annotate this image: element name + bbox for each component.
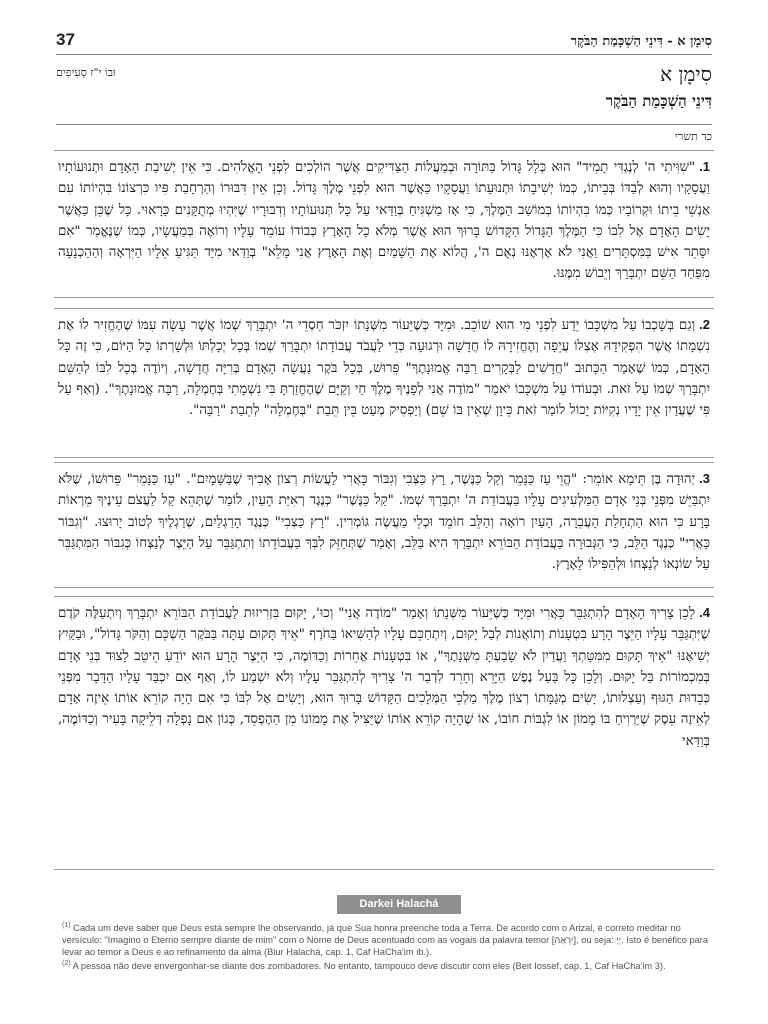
footnote-mark: (2) — [62, 959, 71, 967]
header-divider — [56, 54, 712, 55]
footnote-text: A pessoa não deve envergonhar-se diante dos zombadores. No entanto, tampouco deve discutir com eles (Beit Iossef, cap. 1, Caf HaCha'im 3). — [72, 960, 666, 971]
paragraph-number: 3. — [699, 471, 710, 486]
paragraph-text: וְגַם בְּשָׁכְבוֹ עַל מִשְׁכָּבוֹ יֵדַע לִפְנֵי מִי הוּא שׁוֹכֵב. וּמִיָּד כְּשֶׁיֵּעוֹר מִשְּׁנָתוֹ יִזְכֹּר חַסְדֵי ה' יִתְבָּרַךְ שְׁמוֹ אֲשֶׁר עָשָׂה עִמּוֹ שֶׁהֶחֱזִיר לוֹ אֶת נִשְׁמָתוֹ אֲשֶׁר הִפְקִידָהּ אֶצְלוֹ עֲיֵפָה וְהֶחֱזִירָהּ לוֹ חֲדָשָׁה וּרְגוּעָה כְּדֵי לַעֲבֹד עֲבוֹדָתוֹ יִתְבָּרַךְ שְׁמוֹ בְּכָל יְכָלְתּוֹ וּלְשָׁרְתוֹ כָּל הַיּוֹם, כִּי זֶה כָּל הָאָדָם, כְּמוֹ שֶׁאָמַר הַכָּתוּב "חֲדָשִׁים לַבְּקָרִים רַבָּה אֱמוּנָתֶךָ" פֵּרוּשׁ, בְּכָל בֹּקֶר נַעֲשָׂה הָאָדָם בְּרִיָּה חֲדָשָׁה, וְיוֹדֶה בְּכָל לִבּוֹ לְהַשֵּׁם יִתְבָּרַךְ שְׁמוֹ עַל זֹאת. וּבְעוֹדוֹ עַל מִשְׁכָּבוֹ יֹאמַר "מוֹדֶה אֲנִי לְפָנֶיךָ מֶלֶךְ חַי וְקַיָּם שֶׁהֶחֱזַרְתָּ בִּי נִשְׁמָתִי בְּחֶמְלָה, רַבָּה אֱמוּנָתֶךָ". (וְאַף עַל פִּי שֶׁעֲדַיִן אֵין יָדָיו נְקִיּוֹת יָכוֹל לוֹמַר זֹאת כֵּיוָן שֶׁאֵין בּוֹ שֵׁם) וְיַפְסִיק מְעַט בֵּין תֵּבַת "בְּחֶמְלָה" לְתֵבַת "רַבָּה". — [58, 318, 710, 419]
paragraph-number: 4. — [699, 605, 710, 620]
paragraph-number: 2. — [699, 317, 710, 332]
paragraph-4 — [54, 596, 714, 870]
footnote-1 — [62, 922, 712, 959]
chapter-subject: דִּינֵי הַשְׁכָּמַת הַבֹּקֶר — [605, 92, 712, 110]
chapter-section-count: וּבוֹ י"ז סְעִיפִים — [56, 66, 116, 79]
paragraph-text: לָכֵן צָרִיךְ הָאָדָם לְהִתְגַּבֵּר כָּאֲרִי וּמִיָּד כְּשֶׁיֵּעוֹר מִשְּׁנָתוֹ וְאָמַר "מוֹדֶה אֲנִי" וְכוּ', יָקוּם בִּזְרִיזוּת לַעֲבוֹדַת הַבּוֹרֵא יִתְבָּרַךְ וְיִתְעַלֶּה קֹדֶם שֶׁיִּתְגַּבֵּר עָלָיו הַיֵּצֶר הָרָע בִּטְעָנוֹת וְתוֹאֲנוֹת לְבַל יָקוּם, וְיִתְחַכֵּם עָלָיו לְהַשִּׁיאוֹ בַּחֹרֶף "אֵיךְ תָּקוּם עַתָּה בַּבֹּקֶר הַשְׁכֵּם וְהַקֹּר גָּדוֹל", וּבַקַּיִץ יְשִׁיאֶנּוּ "אֵיךְ תָּקוּם מִמִּטָּתְךָ וַעֲדַיִן לֹא שָׂבַעְתָּ מִשְּׁנָתֶךָ", אוֹ בִּטְעָנוֹת אֲחֵרוֹת וְכַדּוֹמֶה, כִּי הַיֵּצֶר הָרָע הוּא יוֹדֵעַ הֵיטֵב לָצוּד בְּנֵי אָדָם בְּמִכְמוֹרוֹת בַּל יָקוּם. וְלָכֵן כָּל בַּעַל נֶפֶשׁ הַיָּרֵא וְחָרֵד לִדְבַר ה' צָרִיךְ לְהִתְגַּבֵּר עָלָיו וְלֹא יִשְׁמַע לוֹ, וְאַף אִם יִכְבַּד עָלָיו הַדָּבָר מִפְּנֵי כְּבֵדוּת הַגּוּף וְעַצְלוּתוֹ, יָשִׂים מְגַמָּתוֹ רְצוֹן מֶלֶךְ מַלְכֵי הַמְּלָכִים הַקָּדוֹשׁ בָּרוּךְ הוּא, וְיָשִׂים אֶל לִבּוֹ כִּי אִם הָיָה קוֹרֵא אוֹתוֹ אֵיזֶה אָדָם לְאֵיזֶה עֵסֶק שֶׁיַּרְוִיחַ בּוֹ מָמוֹן אוֹ לִגְבּוֹת חוֹבוֹ, אוֹ שֶׁהָיָה קוֹרֵא אוֹתוֹ שֶׁיַּצִּיל אֶת מָמוֹנוֹ מִן הַהֶפְסֵד, כְּגוֹן אִם נָפְלָה דְּלֵיקָה בָּעִיר וְכַדּוֹמֶה, בְּוַדַּאי — [58, 606, 710, 749]
footnote-banner: Darkei Halachá — [337, 895, 461, 914]
running-header — [56, 30, 712, 54]
paragraph-text: יְהוּדָה בֶּן תֵּימָא אוֹמֵר: "הֱוֵי עַז כַּנָּמֵר וְקַל כַּנֶּשֶׁר, רָץ כַּצְּבִי וְגִבּוֹר כָּאֲרִי לַעֲשׂוֹת רְצוֹן אָבִיךָ שֶׁבַּשָּׁמָיִם". "עַז כַּנָּמֵר" פֵּרוּשׁוֹ, שֶׁלֹּא יִתְבַּיֵּשׁ מִפְּנֵי בְּנֵי אָדָם הַמַּלְעִיגִים עָלָיו בַּעֲבוֹדַת ה' יִתְבָּרַךְ שְׁמוֹ. "קַל כַּנֶּשֶׁר" כְּנֶגֶד רְאִיַּת הָעַיִן, לוֹמַר שֶׁתְּהֵא קַל לַעֲצֹם עֵינֶיךָ מֵרְאוֹת בָּרָע כִּי הוּא הַתְחָלַת הָעֲבֵרָה, הָעַיִן רוֹאָה וְהַלֵּב חוֹמֵד וּכְלֵי מַעֲשֶׂה גּוֹמְרִין. "רָץ כַּצְּבִי" כְּנֶגֶד הָרַגְלַיִם, שֶׁרַגְלֶיךָ לְטוֹב יָרוּצוּ. "וְגִבּוֹר כָּאֲרִי" כְּנֶגֶד הַלֵּב, כִּי הַגְּבוּרָה בַּעֲבוֹדַת הַבּוֹרֵא יִתְבָּרַךְ הִיא בַּלֵּב, וְאָמַר שֶׁתְּחַזֵּק לִבְּךָ בַּעֲבוֹדָתוֹ וְתִתְגַּבֵּר עַל הַיֵּצֶר לְנַצְּחוֹ כְּגִבּוֹר הַמִּתְגַּבֵּר עַל שׂוֹנְאוֹ לְנַצְּחוֹ וּלְהַפִּילוֹ לָאָרֶץ. — [58, 472, 710, 573]
paragraph-3 — [54, 462, 714, 588]
study-date-label: כד תשרי — [675, 130, 712, 143]
footnotes — [62, 922, 712, 973]
chapter-divider — [56, 124, 712, 125]
footnote-2 — [62, 960, 712, 972]
footnote-text: Cada um deve saber que Deus está sempre lhe observando, já que Sua honra preenche toda a Terra. De acordo com o Arizal, é correto meditar no versículo: "Imagino o Eterno sempre diante de mim" com o Nome de Deus acentuado com as vogais da palavra temor [יִרְאָה], ou seja: יְיָ. Isto é benéfico para levar ao temor a Deus e ao refinamento da alma (Biur Halachá, cap. 1, Caf HaCha'im ib.). — [62, 923, 709, 958]
chapter-heading — [56, 60, 712, 124]
paragraph-text: "שִׁוִּיתִי ה' לְנֶגְדִּי תָמִיד" הוּא כְּלָל גָּדוֹל בַּתּוֹרָה וּבְמַעֲלוֹת הַצַּדִּיקִים אֲשֶׁר הוֹלְכִים לִפְנֵי הָאֱלֹהִים. כִּי אֵין יְשִׁיבַת הָאָדָם וּתְנוּעוֹתָיו וַעֲסָקָיו וְהוּא לְבַדּוֹ בְּבֵיתוֹ, כְּמוֹ יְשִׁיבָתוֹ וּתְנוּעָתוֹ וַעֲסָקָיו כַּאֲשֶׁר הוּא לִפְנֵי מֶלֶךְ גָּדוֹל. וְכֵן אֵין דִּבּוּרוֹ וְהַרְחָבַת פִּיו כִּרְצוֹנוֹ בִּהְיוֹתוֹ עִם אַנְשֵׁי בֵיתוֹ וּקְרוֹבָיו כְּמוֹ בִּהְיוֹתוֹ בְּמוֹשַׁב הַמֶּלֶךְ, כִּי אָז מַשְׁגִּיחַ בְּוַדַּאי עַל כָּל תְּנוּעוֹתָיו וְדִבּוּרָיו שֶׁיִּהְיוּ מְתֻקָּנִים כָּרָאוּי. כָּל שֶׁכֵּן כַּאֲשֶׁר יָשִׂים הָאָדָם אֶל לִבּוֹ כִּי הַמֶּלֶךְ הַגָּדוֹל הַקָּדוֹשׁ בָּרוּךְ הוּא אֲשֶׁר מְלֹא כָל הָאָרֶץ כְּבוֹדוֹ עוֹמֵד עָלָיו וְרוֹאֶה בְּמַעֲשָׂיו, כְּמוֹ שֶׁנֶּאֱמַר "אִם יִסָּתֵר אִישׁ בַּמִּסְתָּרִים וַאֲנִי לֹא אֶרְאֶנּוּ נְאֻם ה', הֲלוֹא אֶת הַשָּׁמַיִם וְאֶת הָאָרֶץ אֲנִי מָלֵא" בְּוַדַּאי מִיָּד תַּגִּיעַ אֵלָיו הַיִּרְאָה וְהַהַכְנָעָה מִפַּחַד הַשֵּׁם יִתְבָּרַךְ וְיֵבוֹשׁ מִמֶּנּוּ. — [58, 160, 710, 282]
running-title: סִימָן א - דִּינֵי הַשְׁכָּמַת הַבֹּקֶר — [570, 34, 712, 49]
chapter-title: סִימָן א — [660, 62, 712, 86]
paragraph-2 — [54, 308, 714, 458]
paragraph-number: 1. — [699, 159, 710, 174]
footnote-mark: (1) — [62, 921, 71, 929]
page-number: 37 — [56, 30, 75, 49]
paragraph-1 — [54, 150, 714, 298]
